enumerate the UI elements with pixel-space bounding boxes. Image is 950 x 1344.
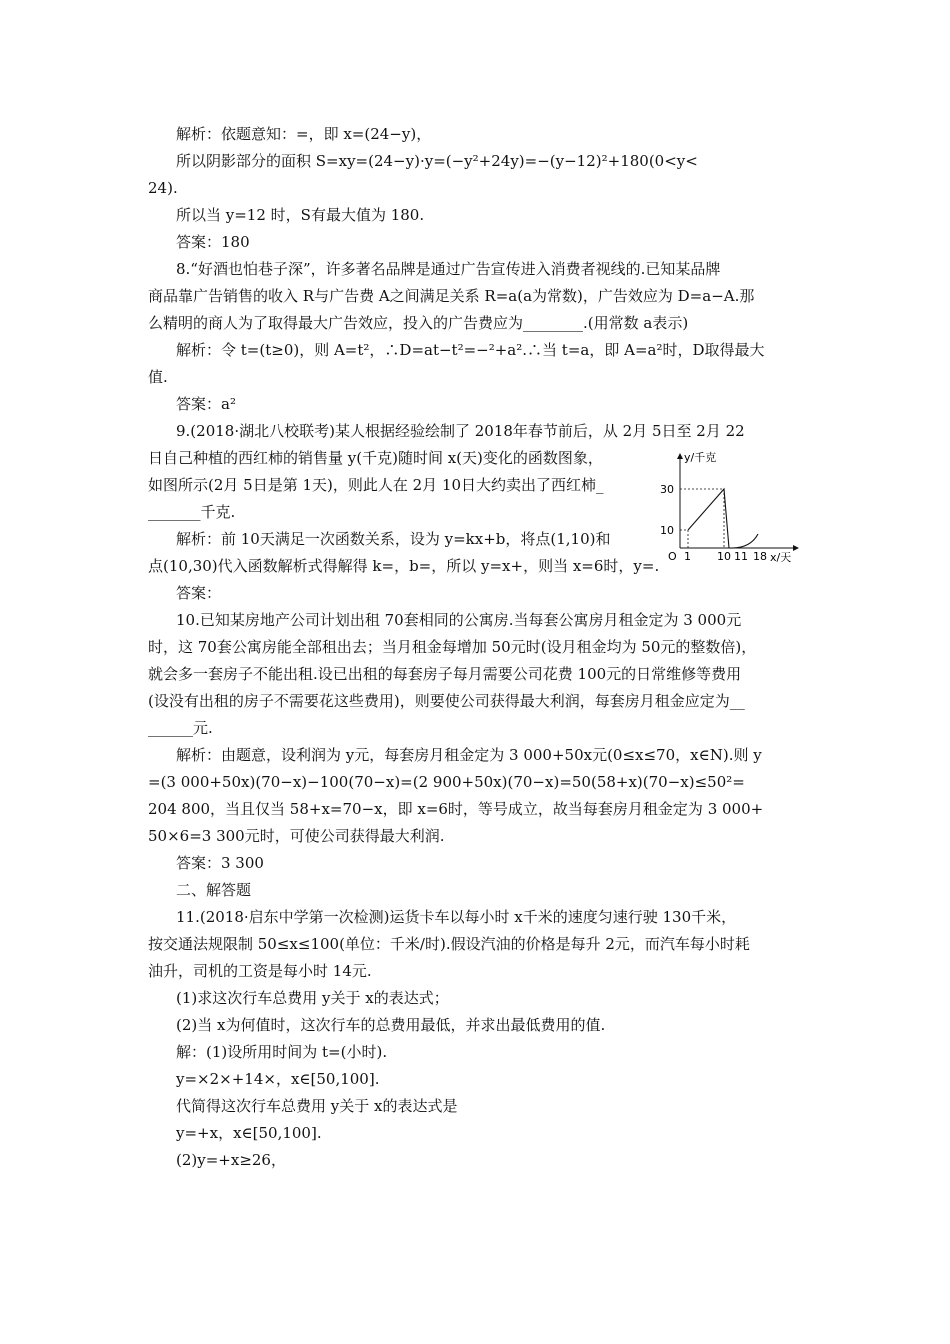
text-line: 商品靠广告销售的收入 R与广告费 A之间满足关系 R=a(a为常数)，广告效应为 D=a−A.那 (148, 287, 755, 305)
text-line: 所以当 y=12 时，S有最大值为 180. (176, 206, 425, 224)
text-line: 204 800，当且仅当 58+x=70−x，即 x=6时，等号成立，故当每套房月租金定为 3 000+ (148, 800, 764, 818)
text-line: 点(10,30)代入函数解析式得解得 k=，b=，所以 y=x+，则当 x=6时，y=. (148, 557, 660, 575)
text-line: 解析：前 10天满足一次函数关系，设为 y=kx+b，将点(1,10)和 (176, 530, 611, 548)
text-line: (2)当 x为何值时，这次行车的总费用最低，并求出最低费用的值. (176, 1016, 606, 1034)
x-tick-label: 11 (734, 550, 748, 563)
text-line: 时，这 70套公寓房能全部租出去；当月租金每增加 50元时(设月租金均为 50元的整数倍)， (148, 638, 757, 656)
text-line: 答案：180 (176, 233, 250, 251)
text-line: 50×6=3 300元时，可使公司获得最大利润. (148, 827, 445, 845)
text-line: 10.已知某房地产公司计划出租 70套相同的公寓房.当每套公寓房月租金定为 3 000元 (176, 611, 742, 629)
x-tick-label: 18 (753, 550, 767, 563)
text-line: 解析：依题意知：=，即 x=(24−y)， (176, 125, 432, 143)
text-line: _______千克. (148, 503, 236, 521)
text-line: (2)y=+x≥26， (176, 1151, 286, 1169)
x-tick-label: 10 (717, 550, 731, 563)
text-line: 答案：3 300 (176, 854, 264, 872)
text-line: 如图所示(2月 5日是第 1天)，则此人在 2月 10日大约卖出了西红柿_ (148, 476, 604, 494)
text-line: 24). (148, 179, 178, 197)
text-line: 答案： (176, 584, 222, 602)
text-line: 按交通法规限制 50≤x≤100(单位：千米/时).假设汽油的价格是每升 2元，而汽车每小时耗 (148, 935, 750, 953)
text-line: =(3 000+50x)(70−x)−100(70−x)=(2 900+50x)(70−x)=50(58+x)(70−x)≤50²= (148, 773, 745, 791)
x-tick-label: 1 (684, 550, 691, 563)
text-line: 日自己种植的西红柿的销售量 y(千克)随时间 x(天)变化的函数图象， (148, 449, 603, 467)
text-line: (1)求这次行车总费用 y关于 x的表达式； (176, 989, 449, 1007)
text-line: 9.(2018·湖北八校联考)某人根据经验绘制了 2018年春节前后，从 2月 5日至 2月 22 (176, 422, 745, 440)
y-tick-label: 10 (660, 524, 674, 537)
text-line: 解析：令 t=(t≥0)，则 A=t²，∴D=at−t²=−²+a².∴当 t=a，即 A=a²时，D取得最大 (176, 341, 765, 359)
text-line: 就会多一套房子不能出租.设已出租的每套房子每月需要公司花费 100元的日常维修等费用 (148, 665, 742, 683)
text-line: 解析：由题意，设利润为 y元，每套房月租金定为 3 000+50x元(0≤x≤70，x∈N).则 y (176, 746, 762, 764)
text-line: 值. (148, 368, 168, 386)
text-line: y=+x，x∈[50,100]. (176, 1124, 322, 1142)
text-line: 油升，司机的工资是每小时 14元. (148, 962, 372, 980)
text-line: y=×2×+14×，x∈[50,100]. (176, 1070, 380, 1088)
text-line: ______元. (148, 719, 213, 737)
sales-curve-segment (688, 489, 729, 548)
text-line: 所以阴影部分的面积 S=xy=(24−y)·y=(−y²+24y)=−(y−12)²+180(0<y< (176, 152, 698, 170)
text-line: (设没有出租的房子不需要花这些费用)，则要使公司获得最大利润，每套房月租金应定为__ (148, 692, 745, 710)
y-axis-label: y/千克 (684, 451, 717, 464)
text-line: 11.(2018·启东中学第一次检测)运货卡车以每小时 x千米的速度匀速行驶 130千米， (176, 908, 737, 926)
text-line: 答案：a² (176, 395, 236, 413)
text-line: 代简得这次行车总费用 y关于 x的表达式是 (176, 1097, 458, 1115)
origin-label: O (668, 550, 677, 563)
y-tick-label: 30 (660, 483, 674, 496)
sales-curve-segment (729, 534, 758, 548)
x-axis-label: x/天 (770, 551, 792, 564)
text-line: 解：(1)设所用时间为 t=(小时). (176, 1043, 388, 1061)
text-line: 8.“好酒也怕巷子深”，许多著名品牌是通过广告宣传进入消费者视线的.已知某品牌 (176, 260, 721, 278)
text-line: 么精明的商人为了取得最大广告效应，投入的广告费应为________.(用常数 a表示) (148, 314, 689, 332)
sales-function-graph (662, 448, 804, 566)
section-heading: 二、解答题 (176, 881, 252, 899)
